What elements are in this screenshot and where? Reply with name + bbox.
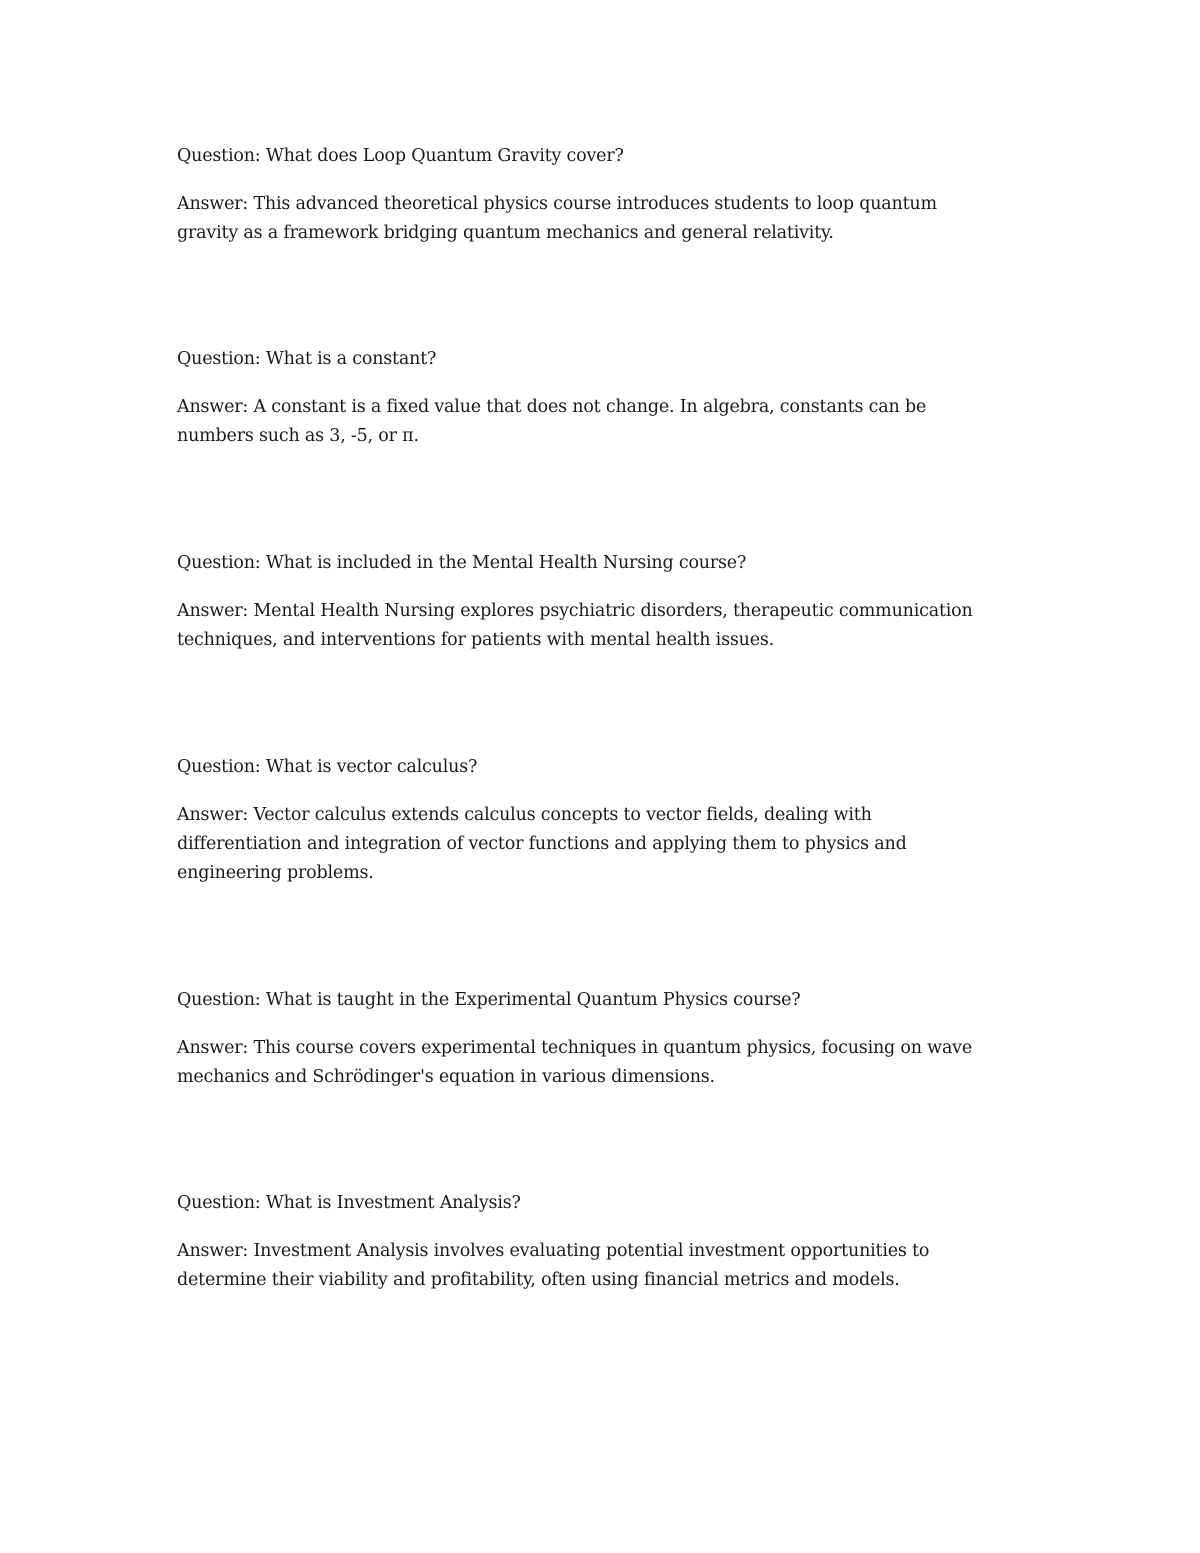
answer-text: Answer: Vector calculus extends calculus concepts to vector fields, dealing with differentiation and integration of vector functions and applying them to physics and engineering problems. <box>177 805 907 883</box>
qa-block <box>177 986 1037 1092</box>
question-text: Question: What is Investment Analysis? <box>177 1193 521 1213</box>
qa-block <box>177 549 1037 655</box>
qa-block <box>177 345 1037 451</box>
answer-text: Answer: This advanced theoretical physics course introduces students to loop quantum gravity as a framework bridging quantum mechanics and general relativity. <box>177 194 937 243</box>
qa-block <box>177 1189 1037 1295</box>
question-text: Question: What is vector calculus? <box>177 757 478 777</box>
question-text: Question: What is included in the Mental Health Nursing course? <box>177 553 747 573</box>
answer-text: Answer: Investment Analysis involves evaluating potential investment opportunities to determine their viability and profitability, often using financial metrics and models. <box>177 1241 930 1290</box>
answer-text: Answer: This course covers experimental techniques in quantum physics, focusing on wave mechanics and Schrödinger's equation in various dimensions. <box>177 1038 973 1087</box>
question-text: Question: What is a constant? <box>177 349 437 369</box>
question-text: Question: What does Loop Quantum Gravity cover? <box>177 146 624 166</box>
question-text: Question: What is taught in the Experimental Quantum Physics course? <box>177 990 801 1010</box>
answer-text: Answer: Mental Health Nursing explores psychiatric disorders, therapeutic communication techniques, and interventions for patients with mental health issues. <box>177 601 973 650</box>
qa-block <box>177 142 1037 248</box>
qa-block <box>177 753 1037 888</box>
answer-text: Answer: A constant is a fixed value that does not change. In algebra, constants can be numbers such as 3, -5, or π. <box>177 397 927 446</box>
